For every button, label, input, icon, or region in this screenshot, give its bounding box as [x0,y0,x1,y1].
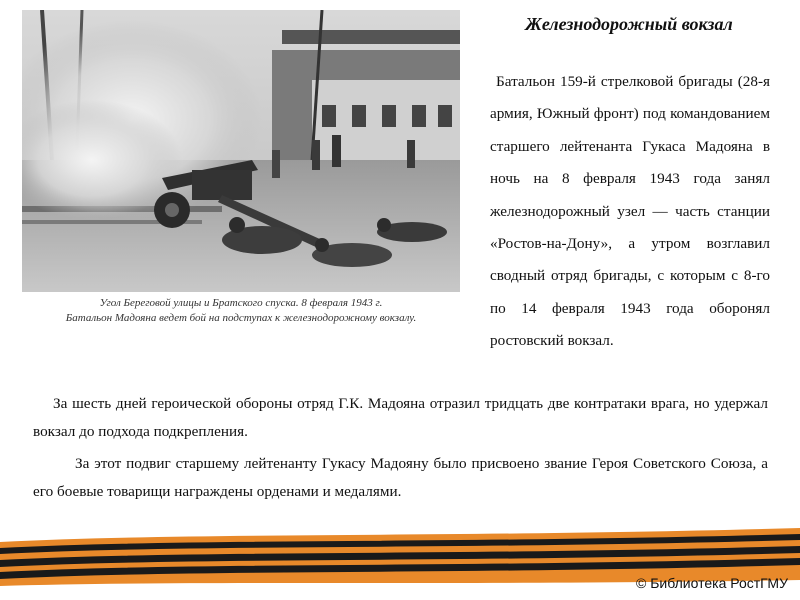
photo-caption-line-2: Батальон Мадояна ведет бой на подступах к железнодорожному вокзалу. [65,312,417,324]
main-text [33,390,768,506]
side-paragraph: Батальон 159-й стрелковой бригады (28-я армия, Южный фронт) под командованием старшего лейтенанта Гукаса Мадояна в ночь на 8 февраля 1943 года занял железнодорожный узел — часть станции «Ростов-на-Дону», а утром возглавил сводный отряд бригады, с которым с 8-го по 14 февраля 1943 года оборонял ростовский вокзал. [490,73,770,350]
body-paragraph-1: За шесть дней героической обороны отряд Г.К. Мадояна отразил тридцать две контратаки врага, но удержал вокзал до подхода подкрепления. [33,395,768,440]
copyright-footer: © Библиотека РостГМУ [636,575,788,591]
page-title: Железнодорожный вокзал [525,14,733,34]
body-paragraph-2: За этот подвиг старшему лейтенанту Гукасу Мадояну было присвоено звание Героя Советского Союза, а его боевые товарищи награждены орденами и медалями. [33,455,768,500]
battle-photo [22,10,460,292]
photo-caption-line-1: Угол Береговой улицы и Братского спуска. 8 февраля 1943 г. [99,297,383,309]
photo-caption [22,296,460,326]
